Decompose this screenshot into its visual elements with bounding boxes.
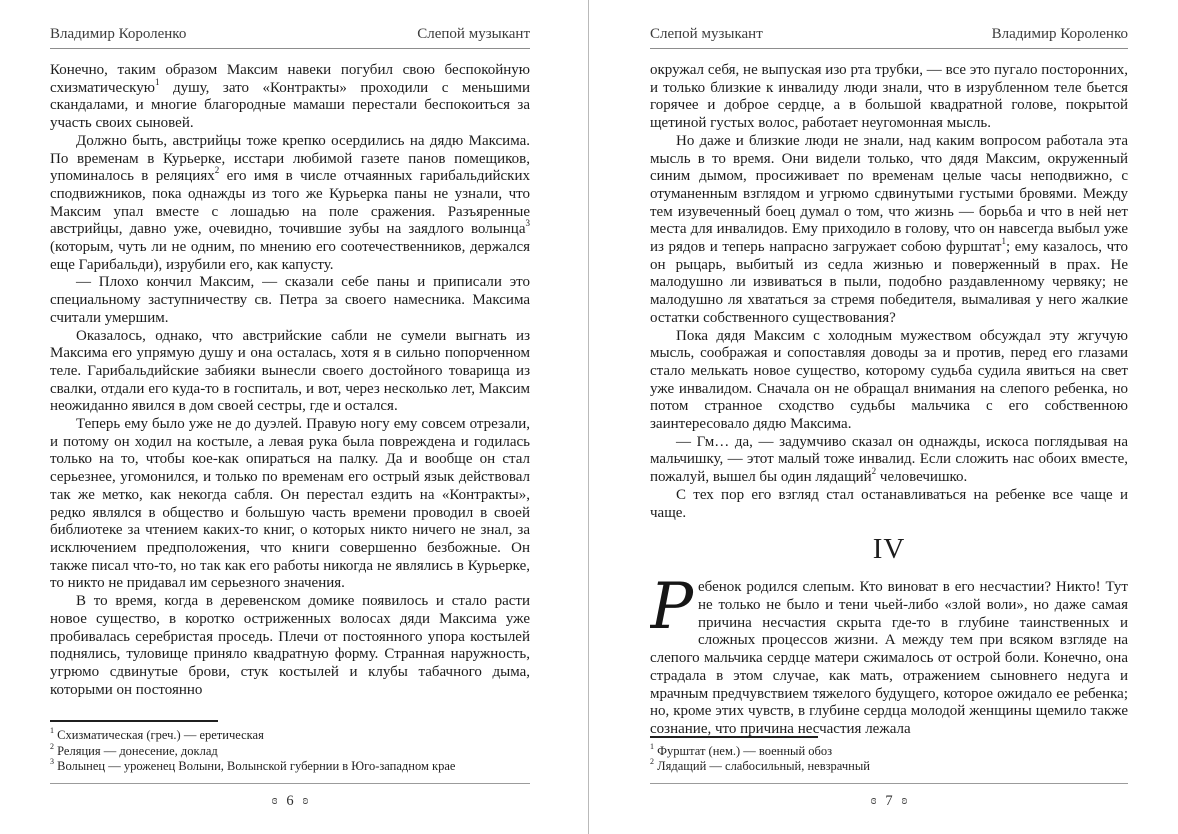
page-number: 6	[286, 793, 294, 809]
paragraph: Пока дядя Максим с холодным мужеством обсуждал эту жгучую мысль, соображая и сопоставляя доводы за и против, перед его глазами стало мелькать новое существо, которому судьба судила явиться на свет уже инвалидом. Сначала он не обращал внимания на слепого ребенка, но потом странное сходство судьбы мальчика с его собственною заинтересовало дядю Максима.	[650, 327, 1128, 433]
paragraph: Ребенок родился слепым. Кто виноват в его несчастии? Никто! Тут не только не было и тени чьей-либо «злой воли», но даже самая причина несчастия скрыта где-то в глубине таинственных и сложных процессов жизни. А между тем при всяком взгляде на слепого мальчика сердце матери сжималось от острой боли. Конечно, она страдала в этом случае, как мать, отражением сыновнего недуга и мрачным предчувствием тяжелого будущего, которое ожидало ее ребенка; но, кроме этих чувств, в глубине сердца молодой женщины щемило также сознание, что причина несчастия лежала	[650, 570, 1128, 736]
paragraph: Теперь ему было уже не до дуэлей. Правую ногу ему совсем отрезали, и потому он ходил на костыле, а левая рука была повреждена и годилась только на то, чтобы кое-как опираться на палку. Да и вообще он стал серьезнее, угомонился, и только по временам его острый язык действовал так же метко, как некогда сабля. Он перестал ездить на «Контракты», редко являлся в общество и большую часть времени проводил в своей библиотеке за чтением каких-то книг, о которых никто ничего не знал, за исключением предположения, что книги совершенно безбожные. Он также писал что-то, но так как его работы никогда не являлись в Курьерке, то никто не придавал им серьезного значения.	[50, 416, 530, 592]
footer-rule	[50, 783, 530, 784]
footer-rule	[650, 783, 1128, 784]
chapter-heading: IV	[872, 533, 906, 566]
paragraph: Оказалось, однако, что австрийские сабли не сумели выгнать из Максима его упрямую душу и она осталась, хотя я в сильно попорченном теле. Гарибальдийские забияки вынесли своего достойного товарища из свалки, отдали его куда-то в госпиталь, и вот, через несколько лет, Максим неожиданно явился в дом своей сестры, где и остался.	[50, 327, 530, 415]
page-left	[0, 0, 588, 834]
paragraph: — Плохо кончил Максим, — сказали себе паны и приписали это специальному заступничеству св. Петра за своего намесника. Максима считали умершим.	[50, 274, 530, 326]
footnote-separator	[50, 720, 218, 722]
flourish-left-icon: ɞ	[271, 792, 278, 807]
paragraph: В то время, когда в деревенском домике появилось и стало расти новое существо, в коротко остриженных волосах дяди Максима уже пробивалась серебристая проседь. Плечи от постоянного упора костылей поднялись, туловище приняло квадратную форму. Странная наружность, угрюмо сдвинутые брови, стук костылей и клубы табачного дыма, которыми он постоянно	[50, 593, 530, 698]
footnote-separator	[650, 736, 818, 738]
text-before-heading	[650, 62, 1128, 522]
flourish-left-icon: ɞ	[870, 792, 877, 807]
header-rule	[50, 48, 530, 49]
footnote-marker: 2	[50, 741, 54, 751]
paragraph: С тех пор его взгляд стал останавливаться на ребенке все чаще и чаще.	[650, 486, 1128, 521]
flourish-right-icon: ʚ	[901, 792, 908, 807]
footnote-marker: 3	[50, 757, 54, 767]
paragraph: Должно быть, австрийцы тоже крепко осердились на дядю Максима. По временам в Курьерке, исстари любимой газете панов помещиков, упоминалось в реляциях$^2$ его имя в числе отчаянных гарибальдийских сподвижников, пока однажды из того же Курьерка паны не узнали, что Максим упал вместе с лошадью на поле сражения. Разъяренные австрийцы, давно уже, очевидно, точившие зубы на заядлого волынца$^3$ (которым, чуть ли не одним, по мнению его соотечественников, держался еще Гарибальди), изрубили его, как капусту.	[50, 132, 530, 273]
footnote-marker: 1	[1001, 236, 1006, 247]
paragraph: Но даже и близкие люди не знали, над каким вопросом работала эта мысль в то время. Они видели только, что дядя Максим, окруженный синим дымом, просиживает по временам целые часы неподвижно, с отуманенным взглядом и угрюмо сдвинутыми густыми бровями. Между тем изувеченный боец думал о том, что жизнь — борьба и что в ней нет места для инвалидов. Ему приходило в голову, что он навсегда выбыл уже из рядов и теперь напрасно загружает собою фурштат$^1$; ему казалось, что он рыцарь, выбитый из седла жизнью и поверженный в прах. Не малодушно ли извиваться в пыли, подобно раздавленному червяку; не малодушно ля хвататься за стремя победителя, вымаливая у него жалкие остатки собственного существования?	[650, 132, 1128, 326]
paragraph: — Гм… да, — задумчиво сказал он однажды, искоса поглядывая на мальчишку, — этот малый тоже инвалид. Если сложить нас обоих вместе, пожалуй, вышел бы один лядащий$^2$ человечишко.	[650, 433, 1128, 486]
page-right	[589, 0, 1178, 834]
footnote-marker: 1	[154, 76, 160, 87]
running-head-title: Слепой музыкант	[417, 26, 530, 42]
footnote-marker: 1	[50, 726, 54, 736]
footnote: $^3$ Волынец — уроженец Волыни, Волынской губернии в Юго-западном крае	[50, 757, 456, 774]
footnote: $^2$ Лядащий — слабосильный, невзрачный	[650, 757, 870, 774]
running-head-title: Слепой музыкант	[650, 26, 763, 42]
footnote-list	[50, 728, 530, 775]
footnote-list	[650, 741, 1128, 775]
footnote: $^1$ Фурштат (нем.) — военный обоз	[650, 741, 833, 758]
drop-cap: Р	[650, 570, 694, 645]
page-number-row	[50, 792, 530, 810]
page-number: 7	[885, 793, 893, 809]
text-after-heading	[650, 570, 1128, 736]
page-number-row	[650, 792, 1128, 810]
paragraph: Конечно, таким образом Максим навеки погубил свою беспокойную схизматическую$^1$ душу, зато «Контракты» проходили с меньшими скандалами, и многие благородные мамаши перестали беспокоиться за участь своих сыновей.	[50, 62, 530, 132]
running-head-author: Владимир Короленко	[50, 26, 187, 42]
footnote-area	[650, 736, 1128, 775]
footnote: $^2$ Реляция — донесение, доклад	[50, 741, 218, 758]
flourish-right-icon: ʚ	[302, 792, 309, 807]
page-text	[50, 62, 530, 720]
running-head	[650, 25, 1128, 43]
footnote-marker: 2	[871, 466, 877, 477]
footnote-area	[50, 720, 530, 775]
footnote-marker: 2	[650, 757, 654, 767]
footnote-marker: 3	[525, 218, 530, 229]
paragraph: окружал себя, не выпуская изо рта трубки, — все это пугало посторонних, и только близкие к инвалиду люди знали, что в изрубленном теле бьется горячее и доброе сердце, а в большой квадратной голове, покрытой щетиной густых волос, работает неугомонная мысль.	[650, 62, 1128, 132]
footnote-marker: 1	[650, 741, 654, 751]
footnote: $^1$ Схизматическая (греч.) — еретическая	[50, 726, 264, 743]
running-head-author: Владимир Короленко	[991, 26, 1128, 42]
footnote-marker: 2	[214, 165, 220, 176]
running-head	[50, 25, 530, 43]
page-text	[650, 62, 1128, 736]
header-rule	[650, 48, 1128, 49]
